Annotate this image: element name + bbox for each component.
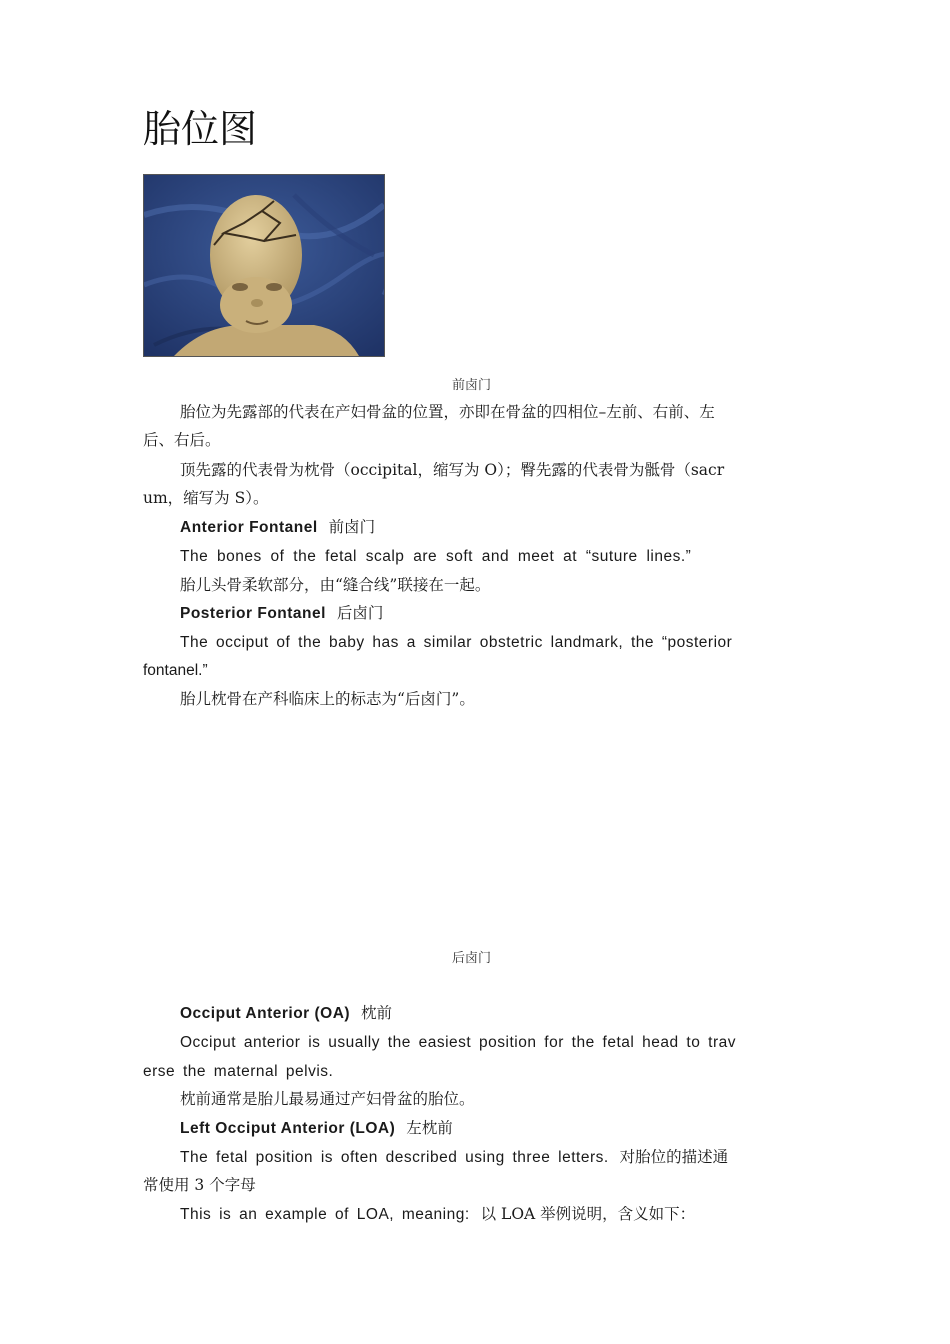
heading-anterior-en: Anterior Fontanel <box>180 519 318 536</box>
page-title: 胎位图 <box>143 107 258 151</box>
paragraph-5-zh: 枕前通常是胎儿最易通过产妇骨盆的胎位。 <box>180 1090 475 1108</box>
heading-occiput-anterior <box>180 1003 392 1024</box>
heading-posterior-zh: 后卤门 <box>336 604 384 622</box>
paragraph-2-line-1: 顶先露的代表骨为枕骨（occipital，缩写为 O）；臀先露的代表骨为骶骨（sacr <box>180 461 725 479</box>
heading-left-occiput-anterior <box>180 1118 453 1139</box>
paragraph-2-line-2: um，缩写为 S）。 <box>143 489 269 507</box>
heading-anterior-fontanel <box>180 517 375 538</box>
paragraph-4-zh: 胎儿枕骨在产科临床上的标志为“后卤门”。 <box>180 690 475 708</box>
paragraph-1-line-1: 胎位为先露部的代表在产妇骨盆的位置，亦即在骨盆的四相位–左前、右前、左 <box>180 403 715 421</box>
paragraph-6-line-1-en: The fetal position is often described using three letters. <box>180 1149 609 1166</box>
fetal-head-model-illustration <box>144 175 384 356</box>
paragraph-3-zh: 胎儿头骨柔软部分，由“缝合线”联接在一起。 <box>180 576 491 594</box>
heading-loa-en: Left Occiput Anterior (LOA) <box>180 1120 396 1137</box>
paragraph-3-en: The bones of the fetal scalp are soft and meet at “suture lines.” <box>180 548 692 565</box>
caption-posterior-fontanel: 后卤门 <box>452 951 492 966</box>
paragraph-5-line-2: erse the maternal pelvis. <box>143 1063 334 1080</box>
paragraph-5-line-1: Occiput anterior is usually the easiest position for the fetal head to trav <box>180 1034 736 1051</box>
paragraph-7-zh: 以 LOA 举例说明，含义如下： <box>480 1205 696 1223</box>
heading-oa-zh: 枕前 <box>361 1004 393 1022</box>
paragraph-7-en: This is an example of LOA, meaning: <box>180 1206 470 1223</box>
paragraph-1-line-2: 后、右后。 <box>143 431 221 449</box>
caption-anterior-fontanel: 前卤门 <box>452 378 492 393</box>
heading-loa-zh: 左枕前 <box>406 1119 453 1137</box>
heading-oa-en: Occiput Anterior (OA) <box>180 1005 351 1022</box>
paragraph-7 <box>180 1204 695 1225</box>
heading-posterior-fontanel <box>180 603 383 624</box>
paragraph-6-line-2: 常使用 3 个字母 <box>143 1176 256 1194</box>
fetal-head-model-photo <box>143 174 385 357</box>
heading-anterior-zh: 前卤门 <box>328 518 376 536</box>
paragraph-6-line-1 <box>180 1147 728 1168</box>
heading-posterior-en: Posterior Fontanel <box>180 605 326 622</box>
paragraph-4-line-1: The occiput of the baby has a similar obstetric landmark, the “posterior <box>180 634 733 651</box>
paragraph-6-line-1-zh: 对胎位的描述通 <box>619 1148 729 1166</box>
paragraph-4-line-2: fontanel.” <box>143 662 208 679</box>
